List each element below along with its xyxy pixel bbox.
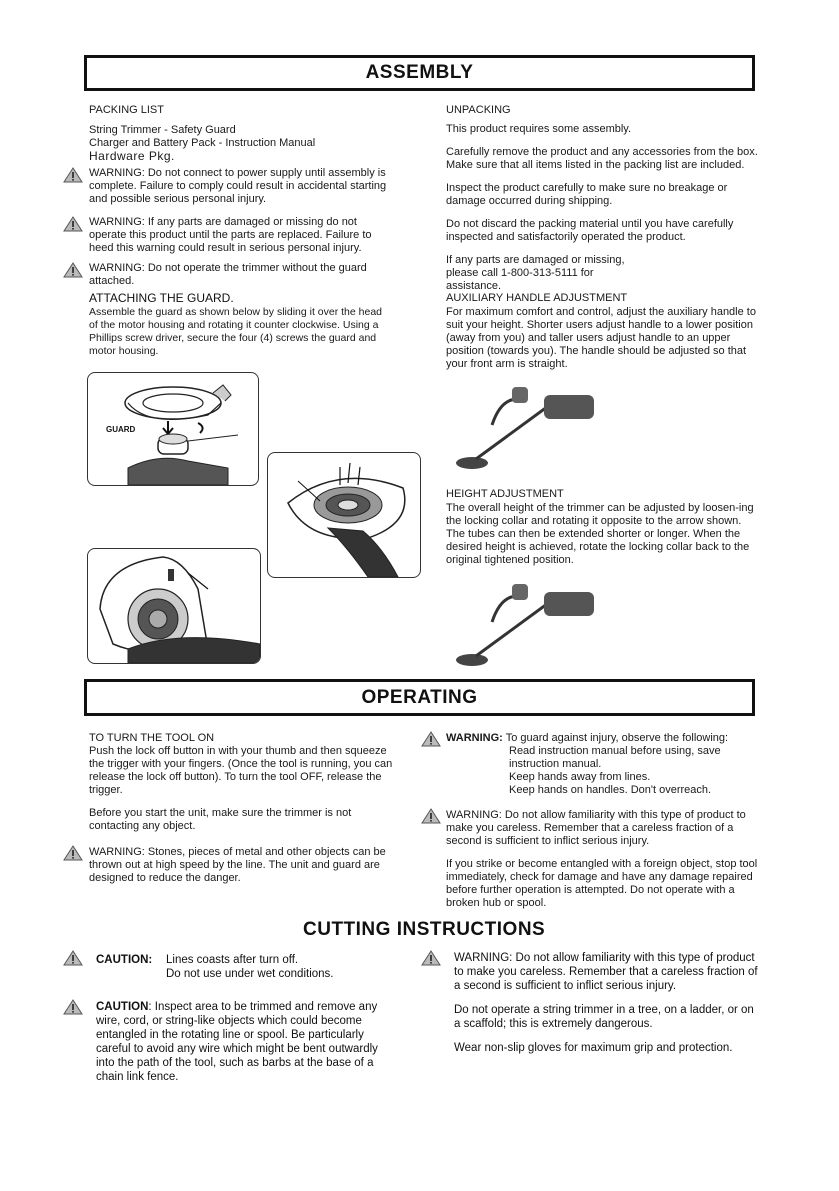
warning-label: WARNING:	[446, 732, 503, 744]
height-adjust-block	[446, 488, 758, 567]
warning-guard: WARNING: Do not operate the trimmer without the guard attached.	[89, 262, 367, 287]
attaching-guard-text: Assemble the guard as shown below by sliding it over the head of the motor housing and rotating it counter clockwise. Using a Phillips screw driver, secure the four (4) screws the guard and motor housing.	[89, 306, 383, 357]
stones-warning: WARNING: Stones, pieces of metal and other objects can be thrown out at high speed by the line. The unit and guard are designed to reduce the danger.	[89, 846, 386, 884]
caution-coasts	[96, 953, 396, 981]
guard-illustration-2	[268, 453, 420, 577]
cutting-instructions-title: CUTTING INSTRUCTIONS	[303, 919, 546, 940]
operating-title: OPERATING	[361, 686, 478, 708]
guard-label: GUARD	[106, 425, 136, 434]
packing-item: Hardware Pkg.	[89, 149, 175, 163]
warning-damaged-parts: WARNING: If any parts are damaged or missing do not operate this product until the parts are replaced. Failure to heed this warning could result in serious personal injury.	[89, 216, 372, 254]
guard-figure-1	[87, 372, 259, 486]
unpacking-block	[446, 104, 758, 303]
warning-item: Keep hands away from lines.	[509, 771, 651, 783]
packing-item: String Trimmer - Safety Guard	[89, 124, 236, 136]
guard-figure-3	[87, 548, 261, 664]
guard-figure-2	[267, 452, 421, 578]
assembly-banner	[84, 55, 755, 91]
turn-on-block	[89, 732, 399, 833]
aux-handle-text: For maximum comfort and control, adjust the auxiliary handle to suit your height. Shorter users adjust handle to a lower position (away from you) and taller users adjust handle to an upper position (towards you). The handle should be adjusted so that your front arm is straight.	[446, 306, 756, 370]
turn-on-text: Push the lock off button in with your thumb and then squeeze the trigger with your fingers. (Once the tool is running, you can release the lock off button). To turn the tool OFF, release the trigger.	[89, 745, 393, 796]
warning-triangle-icon	[63, 262, 83, 278]
caution-inspect-area	[96, 1000, 396, 1084]
cutting-gloves-text: Wear non-slip gloves for maximum grip and protection.	[454, 1042, 733, 1054]
packing-item: Charger and Battery Pack - Instruction Manual	[89, 137, 316, 149]
trimmer-photo-aux-handle	[452, 385, 598, 475]
guard-injury-warning	[446, 732, 758, 797]
caution-label: CAUTION	[96, 1001, 149, 1013]
warning-power-supply: WARNING: Do not connect to power supply until assembly is complete. Failure to comply could result in accidental starting and possible serious personal injury.	[89, 167, 387, 205]
unpacking-paragraph: Carefully remove the product and any accessories from the box. Make sure that all items listed in the packing list are included.	[446, 146, 758, 171]
cutting-familiarity-warning: WARNING: Do not allow familiarity with this type of product to make you careless. Remember that a careless fraction of a second is sufficient to inflict serious injury.	[454, 952, 758, 992]
warning-item: Read instruction manual before using, save instruction manual.	[509, 745, 721, 770]
warning-item: Keep hands on handles. Don't overreach.	[509, 784, 712, 796]
packing-list-block	[89, 104, 389, 163]
trimmer-photo-height	[452, 582, 598, 672]
turn-on-heading: TO TURN THE TOOL ON	[89, 732, 215, 744]
warning-triangle-icon	[63, 167, 83, 183]
cutting-tree-warning: Do not operate a string trimmer in a tree, on a ladder, or on a scaffold; this is extremely dangerous.	[454, 1004, 754, 1030]
caution-label: CAUTION:	[96, 954, 153, 966]
warning-triangle-icon	[63, 845, 83, 861]
unpacking-paragraph: This product requires some assembly.	[446, 123, 632, 135]
unpacking-heading: UNPACKING	[446, 104, 511, 116]
packing-list-heading: PACKING LIST	[89, 104, 164, 116]
warning-triangle-icon	[421, 950, 441, 966]
aux-handle-heading: AUXILIARY HANDLE ADJUSTMENT	[446, 292, 628, 304]
operating-banner	[84, 679, 755, 716]
familiarity-warning: WARNING: Do not allow familiarity with this type of product to make you careless. Remember that a careless fraction of a second is sufficient to inflict serious injury.	[446, 809, 746, 847]
caution-line: Lines coasts after turn off.	[166, 954, 299, 966]
attaching-guard-heading: ATTACHING THE GUARD.	[89, 291, 234, 305]
warning-first-line: To guard against injury, observe the following:	[505, 732, 729, 744]
assembly-title: ASSEMBLY	[365, 62, 474, 83]
guard-illustration-3	[88, 549, 260, 663]
warning-triangle-icon	[421, 808, 441, 824]
strike-object-text: If you strike or become entangled with a foreign object, stop tool immediately, check for damage and have any damage repaired before further operation is attempted. Do not operate with a broken hub or spool.	[446, 858, 758, 909]
warning-triangle-icon	[63, 999, 83, 1015]
warning-triangle-icon	[63, 216, 83, 232]
warning-triangle-icon	[63, 950, 83, 966]
unpacking-paragraph: Do not discard the packing material until you have carefully inspected and satisfactorily operated the product.	[446, 218, 734, 243]
unpacking-paragraph: If any parts are damaged or missing, please call 1-800-313-5111 for assistance.	[446, 254, 625, 292]
aux-handle-block	[446, 292, 758, 371]
caution-line: Do not use under wet conditions.	[166, 968, 334, 980]
height-adjust-heading: HEIGHT ADJUSTMENT	[446, 488, 564, 500]
height-adjust-text: The overall height of the trimmer can be adjusted by loosen-ing the locking collar and rotating it opposite to the arrow shown. The tubes can then be extended shorter or longer. When the desired height is achieved, rotate the locking collar back to the original tightened position.	[446, 502, 754, 566]
warning-triangle-icon	[421, 731, 441, 747]
cutting-right-block	[454, 951, 758, 1055]
unpacking-paragraph: Inspect the product carefully to make sure no breakage or damage occurred during shipping.	[446, 182, 728, 207]
before-start-text: Before you start the unit, make sure the trimmer is not contacting any object.	[89, 807, 352, 832]
caution-inspect-text: : Inspect area to be trimmed and remove any wire, cord, or string-like objects which could become entangled in the rotating line or spool. Be particularly careful to avoid any wire which might be bent outwardly into the path of the tool, such as barbs at the base of a chain link fence.	[96, 1001, 378, 1083]
